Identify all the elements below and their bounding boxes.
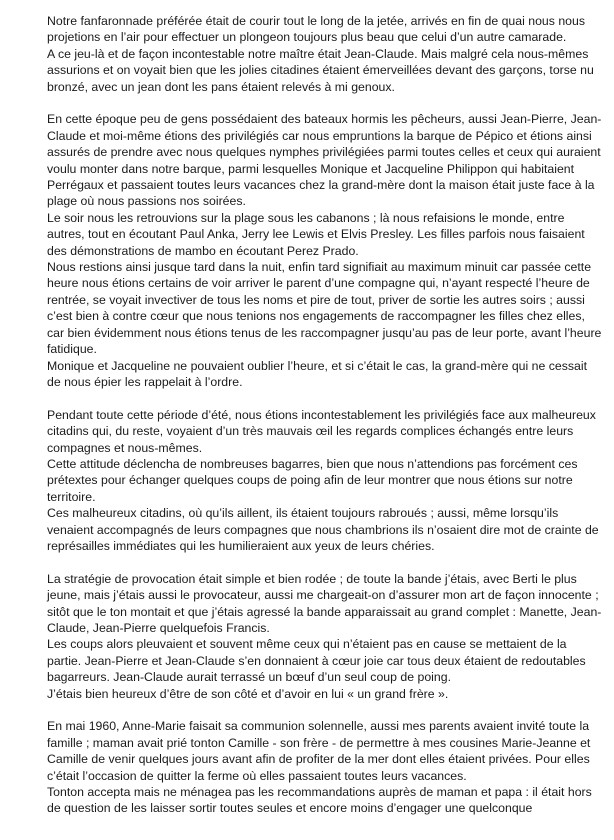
paragraph-gap	[47, 554, 602, 570]
paragraph: Nous restions ainsi jusque tard dans la nuit, enfin tard signifiait au maximum minuit car passée cette heure nous étions certains de voir arriver le parent d’une compagne qui, n’ayant respecté l’heure de rentrée, se voyait invectiver de tous les noms et pire de tout, priver de sortie les autres soirs ; aussi c’est bien à contre cœur que nous tenions nos engagements de raccompagner les filles chez elles, car bien évidemment nous étions tenus de les raccompagner jusqu’au pas de leur porte, avant l’heure fatidique.	[47, 260, 602, 357]
paragraph: Monique et Jacqueline ne pouvaient oublier l’heure, et si c’était le cas, la grand-mère qui ne cessait de nous épier les rappelait à l’ordre.	[47, 358, 588, 389]
paragraph: En cette époque peu de gens possédaient des bateaux hormis les pêcheurs, aussi Jean-Pierre, Jean-Claude et moi-même étions des privilégiés car nous empruntions la barque de Pépico et étions ainsi assurés de prendre avec nous quelques nymphes privilégiées parmi toutes celles et ceux qui auraient voulu monter dans notre barque, parmi lesquelles Monique et Jacqueline Philippon qui habitaient Perrégaux et passaient toutes leurs vacances chez la grand-mère dont la maison était juste face à la plage où nous passions nos soirées.	[47, 112, 602, 209]
paragraph: A ce jeu-là et de façon incontestable notre maître était Jean-Claude. Mais malgré cela nous-mêmes assurions et on voyait bien que les jolies citadines étaient émerveillées devant des garçons, torse nu bronzé, avec un jean dont les pans étaient relevés à mi genoux.	[47, 46, 594, 94]
paragraph: J’étais bien heureux d’être de son côté et d’avoir en lui « un grand frère ».	[47, 686, 449, 701]
paragraph-gap	[47, 702, 602, 718]
paragraph: Ces malheureux citadins, où qu’ils aillent, ils étaient toujours rabroués ; aussi, même lorsqu’ils venaient accompagnés de leurs compagnes que nous chambrions ils n’osaient dire mot de crainte de représailles immédiates qui les humilieraient aux yeux de leurs chéries.	[47, 506, 599, 553]
paragraph: Tonton accepta mais ne ménagea pas les recommandations auprès de maman et papa : il était hors de question de les laisser sortir toutes seules et encore moins d’engager une quelconque	[47, 785, 592, 816]
paragraph-gap	[47, 95, 602, 111]
paragraph: Le soir nous les retrouvions sur la plage sous les cabanons ; là nous refaisions le monde, entre autres, tout en écoutant Paul Anka, Jerry lee Lewis et Elvis Presley. Les filles parfois nous faisaient des démonstrations de mambo en écoutant Perez Prado.	[47, 210, 585, 258]
paragraph: Cette attitude déclencha de nombreuses bagarres, bien que nous n’attendions pas forcément ces prétextes pour échanger quelques coups de poing afin de leur montrer que nous étions sur notre territoire.	[47, 456, 578, 504]
paragraph: La stratégie de provocation était simple et bien rodée ; de toute la bande j’étais, avec Berti le plus jeune, mais j’étais aussi le provocateur, aussi me chargeait-on d’assurer mon art de façon innocente ; sitôt que le ton montait et que j’étais agressé la bande apparaissait au grand complet : Manette, Jean-Claude, Jean-Pierre quelquefois Francis.	[47, 571, 602, 635]
paragraph: Pendant toute cette période d’été, nous étions incontestablement les privilégiés face aux malheureux citadins qui, du reste, voyaient d’un très mauvais œil les regards complices échangés entre leurs compagnes et nous-mêmes.	[47, 407, 596, 455]
paragraph: Les coups alors pleuvaient et souvent même ceux qui n’étaient pas en cause se mettaient de la partie. Jean-Pierre et Jean-Claude s’en donnaient à cœur joie car tous deux étaient de redoutables bagarreurs. Jean-Claude aurait terrassé un bœuf d’un seul coup de poing.	[47, 637, 586, 685]
paragraph-gap	[47, 390, 602, 406]
paragraph: En mai 1960, Anne-Marie faisait sa communion solennelle, aussi mes parents avaient invité toute la famille ; maman avait prié tonton Camille - son frère - de permettre à mes cousines Marie-Jeanne et Camille de venir quelques jours avant afin de profiter de la mer dont elles étaient privées. Pour elles c’était l’occasion de quitter la ferme où elles passaient toutes leurs vacances.	[47, 719, 591, 783]
document-body	[47, 13, 602, 817]
paragraph: Notre fanfaronnade préférée était de courir tout le long de la jetée, arrivés en fin de quai nous nous projetions en l’air pour effectuer un plongeon toujours plus beau que celui d’un autre camarade.	[47, 14, 585, 45]
